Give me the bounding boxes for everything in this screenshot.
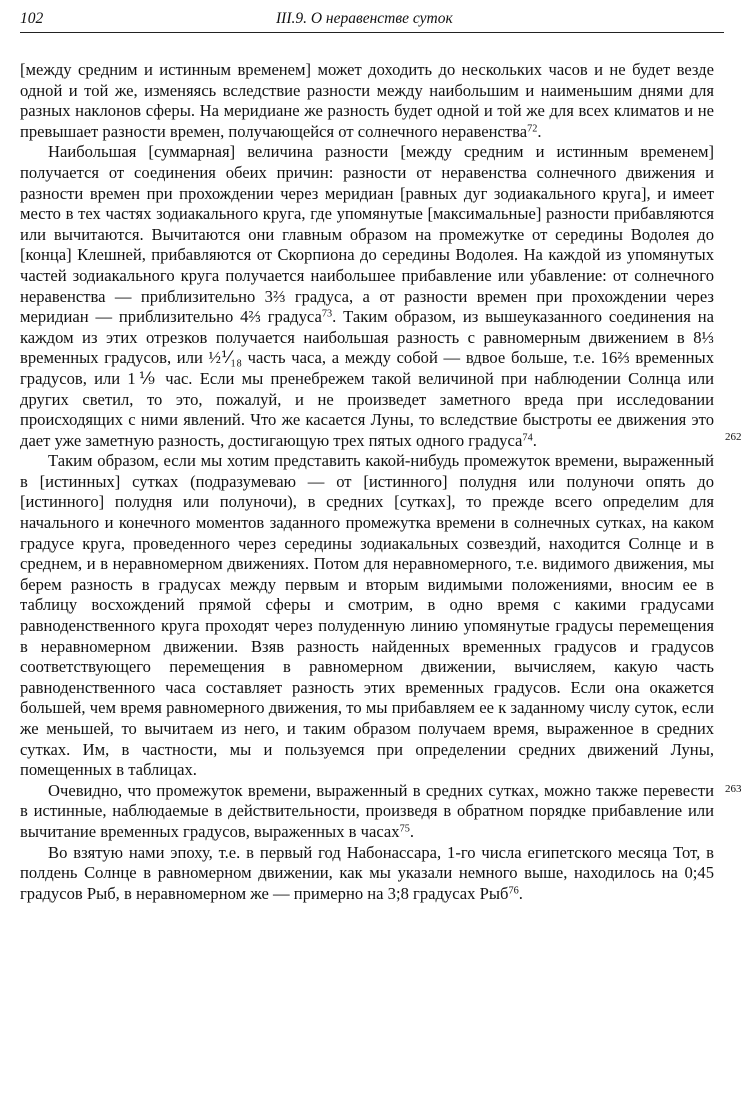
margin-ref-262: 262 <box>725 431 742 443</box>
running-title: III.9. О неравенстве суток <box>276 10 453 27</box>
paragraph-4: Очевидно, что промежуток времени, выраженный в средних сутках, можно также перевести в истинные, наблюдаемые в действительности, произведя в обратном порядке прибавление или вычитание временных градусов, выраженных в часах$^{75}$. <box>20 780 714 841</box>
paragraph-4-text: Очевидно, что промежуток времени, выраженный в средних сутках, можно также перевести в истинные, наблюдаемые в действительности, произведя в обратном порядке прибавление или вычитание временных градусов, выраженных в часах <box>20 780 714 841</box>
paragraph-3 <box>20 451 714 781</box>
paragraph-2: Наибольшая [суммарная] величина разности [между средним и истинным временем] получается от соединения обеих причин: разности от неравенства солнечного движения и разности времен при прохождении через меридиан [равных дуг зодиакального круга], и имеет место в тех частях зодиакального круга, где упомянутые [максимальные] разности прибавляются или вычитаются. Вычитаются они главным образом на промежутке от середины Водолея до [конца] Клешней, прибавляются от Скорпиона до середины Водолея. На каждой из упомянутых частей зодиакального круга получается наибольшее прибавление или убавление: от солнечного неравенства — приблизительно 3⅔ градуса, а от разности времен при прохождении через меридиан — приблизительно 4⅔ градуса$^{73}$. Таким образом, из вышеуказанного соединения на каждом из этих отрезков получается наибольшая разность с равномерным движением в 8⅓ временных градусов, или ½⅟₁₈ часть часа, а между собой — вдвое больше, т.е. 16⅔ временных градусов, или 1⅑ час. Если мы пренебрежем такой величиной при наблюдении Солнца или других светил, то это, пожалуй, и не произведет заметного вреда при исследовании происходящих с ними явлений. Что же касается Луны, то вследствие быстроты ее движения это дает уже заметную разность, достигающую трех пятых одного градуса$^{74}$. <box>20 142 714 450</box>
page-number: 102 <box>20 10 44 27</box>
footnote-ref-74[interactable]: 74 <box>522 432 533 444</box>
footnote-ref-73[interactable]: 73 <box>321 308 333 320</box>
footnote-ref-76[interactable]: 76 <box>508 885 519 897</box>
paragraph-1: [между средним и истинным временем] может доходить до нескольких часов и не будет везде одной и той же, изменяясь вследствие разности между наибольшим и наименьшим днями для разных наклонов сферы. На меридиане же разность будет одной и той же для всех климатов и не превышает разности времен, получающейся от солнечного неравенства$^{72}$. <box>20 60 714 141</box>
margin-ref-263: 263 <box>725 783 742 795</box>
paragraph-2-text: Наибольшая [суммарная] величина разности [между средним и истинным временем] получается от соединения обеих причин: разности от неравенства солнечного движения и разности времен при прохождении через меридиан [равных дуг зодиакального круга], и имеет место в тех частях зодиакального круга, где упомянутые [максимальные] разности прибавляются или вычитаются. Вычитаются они главным образом на промежутке от середины Водолея до [конца] Клешней, прибавляются от Скорпиона до середины Водолея. На каждой из упомянутых частей зодиакального круга получается наибольшее прибавление или убавление: от солнечного неравенства — приблизительно 3⅔ градуса, а от разности времен при прохождении через меридиан — приблизительно 4⅔ градуса <box>20 142 714 327</box>
footnote-ref-72[interactable]: 72 <box>527 123 538 135</box>
paragraph-5-text: Во взятую нами эпоху, т.е. в первый год Набонассара, 1-го числа египетского месяца Тот, в полдень Солнце в равномерном движении, как мы указали немного выше, находилось на 0;45 градусов Рыб, в неравномерном же — примерно на 3;8 градусах Рыб <box>20 842 714 903</box>
paragraph-5: Во взятую нами эпоху, т.е. в первый год Набонассара, 1-го числа египетского месяца Тот, в полдень Солнце в равномерном движении, как мы указали немного выше, находилось на 0;45 градусов Рыб, в неравномерном же — примерно на 3;8 градусах Рыб$^{76}$. <box>20 842 714 903</box>
paragraph-2-continuation: . Таким образом, из вышеуказанного соединения на каждом из этих отрезков получается наибольшая разность с равномерным движением в 8⅓ временных градусов, или ½⅟₁₈ часть часа, а между собой — вдвое больше, т.е. 16⅔ временных градусов, или 1⅑ час. Если мы пренебрежем такой величиной при наблюдении Солнца или других светил, то это, пожалуй, и не произведет заметного вреда при исследовании происходящих с ними явлений. Что же касается Луны, то вследствие быстроты ее движения это дает уже заметную разность, достигающую трех пятых одного градуса <box>20 307 714 450</box>
body-text <box>20 60 714 904</box>
paragraph-1-text: [между средним и истинным временем] может доходить до нескольких часов и не будет везде одной и той же, изменяясь вследствие разности между наибольшим и наименьшим днями для разных наклонов сферы. На меридиане же разность будет одной и той же для всех климатов и не превышает разности времен, получающейся от солнечного неравенства <box>20 60 714 141</box>
page-header <box>20 6 724 33</box>
footnote-ref-75[interactable]: 75 <box>399 823 410 835</box>
paragraph-3-text: Таким образом, если мы хотим представить какой-нибудь промежуток времени, выраженный в [истинных] сутках (подразумеваю — от [истинного] полудня или полуночи опять до [истинного] полудня или полуночи), в средних [сутках], то прежде всего определим для начального и конечного моментов заданного промежутка времени в солнечных сутках, на каком градусе круга, проведенного через середины зодиакальных созвездий, находится Солнце и в среднем, и в неравномерном движениях. Потом для неравномерного, т.е. видимого движения, мы берем разность в градусах между первым и вторым видимыми положениями, вносим ее в таблицу восхождений прямой сферы и смотрим, в одно время с какими градусами равноденственного круга проходят через полуденную линию упомянутые градусы перемещения в неравномерном движении. Взяв разность найденных временных градусов и градусов соответствующего перемещения в равномерном движении, вычисляем, какую часть равноденственного часа составляет разность этих временных градусов. Если она окажется большей, чем время равномерного движения, то мы прибавляем ее к заданному числу суток, если же меньшей, то вычитаем из него, и таким образом получаем время, выраженное в средних сутках. Им, в частности, мы и пользуемся при определении средних движений Луны, помещенных в таблицах. <box>20 451 714 780</box>
